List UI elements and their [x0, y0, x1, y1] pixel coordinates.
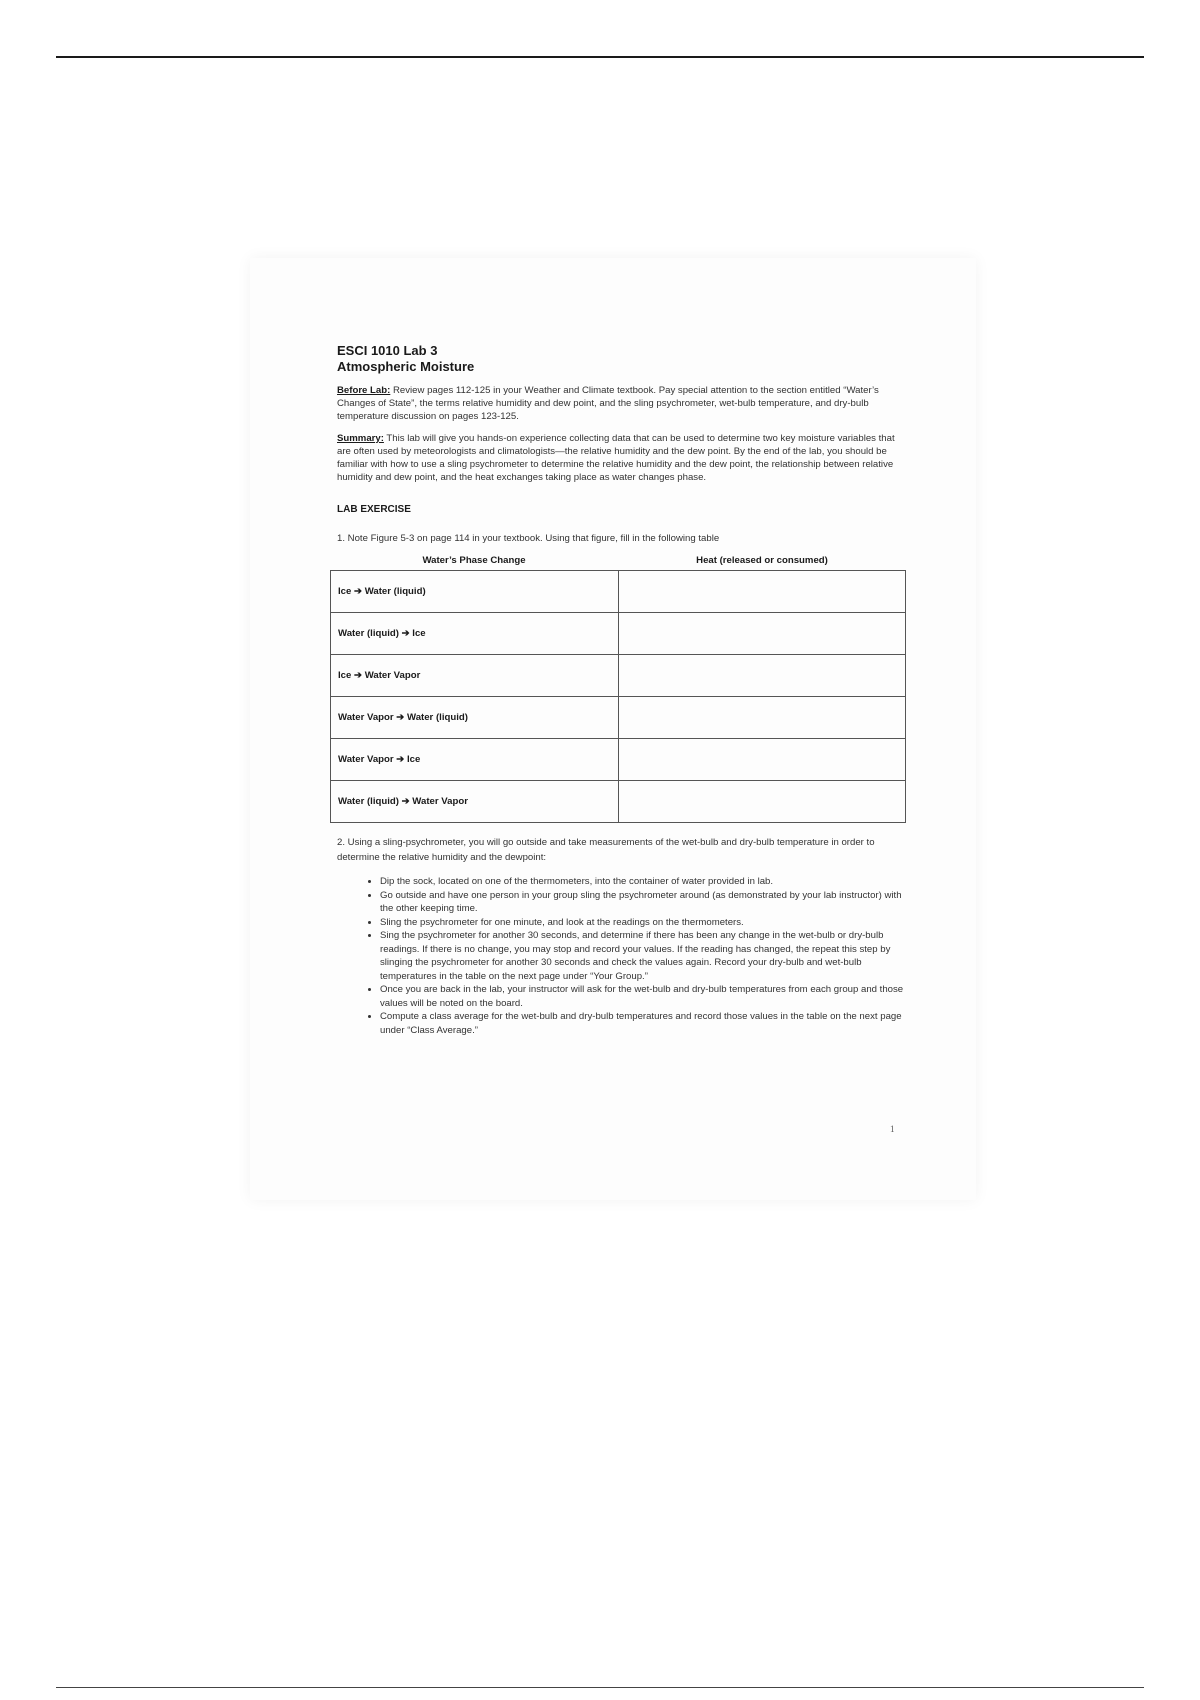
heat-answer-cell[interactable] [618, 697, 906, 739]
list-item: • Go outside and have one person in your group sling the psychrometer around (as demonstrated by your lab instructor) with the other keeping time. [380, 889, 907, 916]
heat-answer-cell[interactable] [618, 655, 906, 697]
column-header-phase-change: Water’s Phase Change [422, 555, 526, 566]
phase-change-cell: Water (liquid) ➔ Water Vapor [331, 781, 619, 823]
table-row [331, 697, 906, 739]
heat-answer-cell[interactable] [618, 571, 906, 613]
phase-change-cell: Ice ➔ Water (liquid) [331, 571, 619, 613]
phase-change-cell: Water (liquid) ➔ Ice [331, 613, 619, 655]
table-row [331, 739, 906, 781]
heat-answer-cell[interactable] [618, 739, 906, 781]
instruction-list [337, 875, 907, 1037]
table-row [331, 781, 906, 823]
summary-label: Summary: [337, 433, 384, 444]
page-number: 1 [890, 1124, 895, 1134]
heat-answer-cell[interactable] [618, 781, 906, 823]
before-lab-text: Review pages 112-125 in your Weather and Climate textbook. Pay special attention to the section entitled “Water’s Changes of State”, the terms relative humidity and dew point, and the sling psychrometer, wet-bulb temperature, and dry-bulb temperature discussion on pages 123-125. [337, 385, 879, 422]
phase-change-cell: Water Vapor ➔ Water (liquid) [331, 697, 619, 739]
document-subtitle: Atmospheric Moisture [337, 359, 475, 374]
before-lab-paragraph [337, 384, 907, 423]
table-row [331, 655, 906, 697]
before-lab-label: Before Lab: [337, 385, 391, 396]
list-item: • Once you are back in the lab, your instructor will ask for the wet-bulb and dry-bulb temperatures from each group and those values will be noted on the board. [380, 983, 907, 1010]
table-row [331, 613, 906, 655]
column-header-heat: Heat (released or consumed) [696, 555, 828, 566]
summary-text: This lab will give you hands-on experience collecting data that can be used to determine two key moisture variables that are often used by meteorologists and climatologists—the relative humidity and the dew point. By the end of the lab, you should be familiar with how to use a sling psychrometer to determine the relative humidity and the dew point, the relationship between relative humidity and dew point, and the heat exchanges taking place as water changes phase. [337, 433, 895, 483]
list-item: • Dip the sock, located on one of the thermometers, into the container of water provided in lab. [380, 875, 907, 889]
top-rule [56, 56, 1144, 58]
page-content [337, 343, 907, 1037]
list-item: • Sing the psychrometer for another 30 seconds, and determine if there has been any change in the wet-bulb or dry-bulb readings. If there is no change, you may stop and record your values. If the reading has changed, the repeat this step by slinging the psychrometer for another 30 seconds and check the values again. Record your dry-bulb and wet-bulb temperatures in the table on the next page under “Your Group.” [380, 929, 907, 983]
phase-change-table [330, 570, 906, 823]
phase-change-cell: Water Vapor ➔ Ice [331, 739, 619, 781]
bottom-rule [56, 1687, 1144, 1688]
document-title: ESCI 1010 Lab 3 [337, 343, 438, 358]
table-header [330, 555, 906, 566]
table-row [331, 571, 906, 613]
list-item: • Compute a class average for the wet-bulb and dry-bulb temperatures and record those values in the table on the next page under “Class Average.” [380, 1010, 907, 1037]
document-page [250, 258, 976, 1200]
summary-paragraph [337, 432, 907, 484]
phase-change-cell: Ice ➔ Water Vapor [331, 655, 619, 697]
question-1: 1. Note Figure 5-3 on page 114 in your textbook. Using that figure, fill in the following table [337, 533, 720, 544]
heat-answer-cell[interactable] [618, 613, 906, 655]
list-item: • Sling the psychrometer for one minute, and look at the readings on the thermometers. [380, 916, 907, 930]
lab-exercise-heading: LAB EXERCISE [337, 504, 411, 515]
question-2: 2. Using a sling-psychrometer, you will go outside and take measurements of the wet-bulb and dry-bulb temperature in order to determine the relative humidity and the dewpoint: [337, 837, 875, 863]
